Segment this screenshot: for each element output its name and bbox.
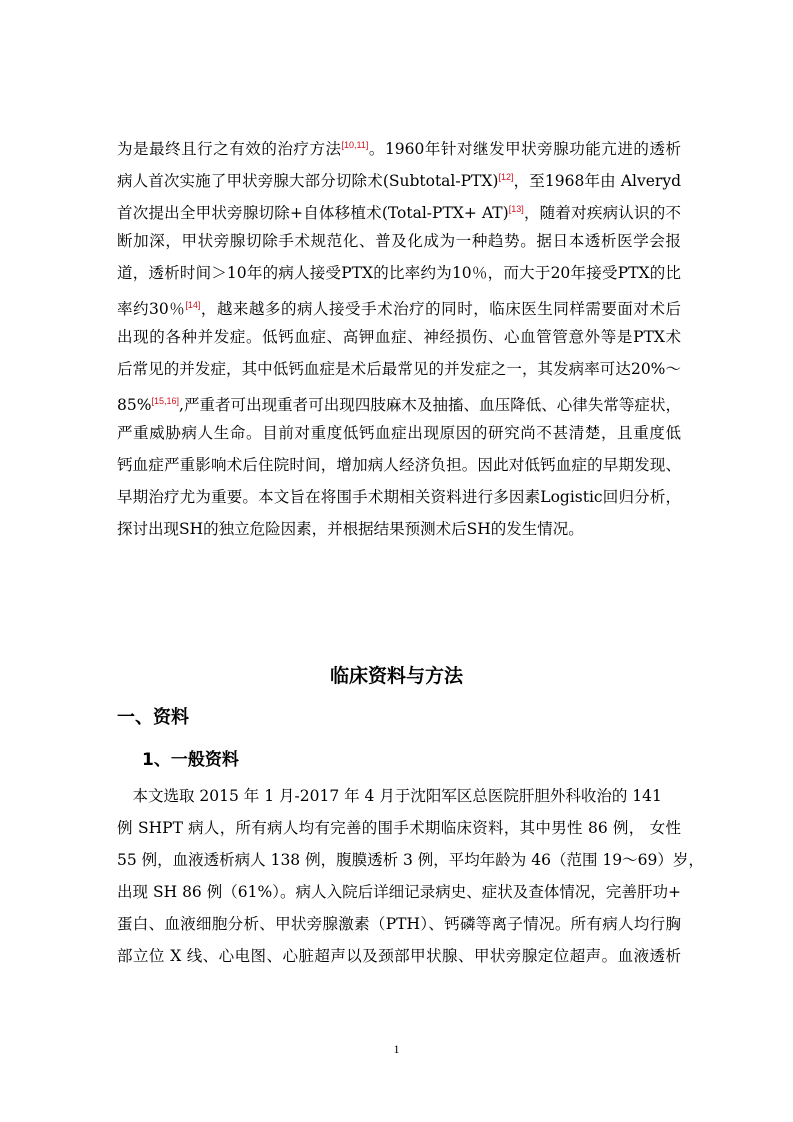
text-line: 道，透析时间＞10年的病人接受PTX的比率约为10％，而大于20年接受PTX的比 bbox=[117, 264, 681, 282]
text-line: 本文选取 2015 年 1 月-2017 年 4 月于沈阳军区总医院肝胆外科收治的 141 bbox=[117, 787, 662, 805]
text-line: 为是最终且行之有效的治疗方法[10,11]。1960年针对继发甲状旁腺功能亢进的透析 bbox=[117, 140, 681, 158]
text-line: 病人首次实施了甲状旁腺大部分切除术(Subtotal-PTX)[12]，至1968年由 Alveryd bbox=[117, 172, 681, 190]
intro-paragraph bbox=[117, 129, 681, 545]
text-line: 85%[15,16],严重者可出现重者可出现四肢麻木及抽搐、血压降低、心律失常等症状， bbox=[117, 396, 681, 414]
text-line: 率约30％[14]，越来越多的病人接受手术治疗的同时，临床医生同样需要面对术后 bbox=[117, 300, 681, 318]
text-line: 例 SHPT 病人，所有病人均有完善的围手术期临床资料，其中男性 86 例， 女性 bbox=[117, 819, 681, 837]
text-line: 出现 SH 86 例（61%）。病人入院后详细记录病史、症状及查体情况，完善肝功+ bbox=[117, 883, 681, 901]
text-line: 后常见的并发症，其中低钙血症是术后最常见的并发症之一，其发病率可达20%～ bbox=[117, 360, 681, 378]
subsubsection-heading: 1、一般资料 bbox=[142, 750, 239, 770]
subsection-heading: 一、资料 bbox=[117, 707, 189, 728]
citation-reference: [13] bbox=[508, 204, 524, 214]
general-data-paragraph bbox=[117, 780, 704, 972]
text-line: 探讨出现SH的独立危险因素，并根据结果预测术后SH的发生情况。 bbox=[117, 520, 584, 538]
section-title: 临床资料与方法 bbox=[329, 665, 463, 687]
page-number: 1 bbox=[393, 1042, 400, 1056]
text-line: 55 例，血液透析病人 138 例，腹膜透析 3 例，平均年龄为 46（范围 19～69）岁， bbox=[117, 851, 704, 869]
text-line: 出现的各种并发症。低钙血症、高钾血症、神经损伤、心血管管意外等是PTX术 bbox=[117, 328, 681, 346]
citation-reference: [12] bbox=[498, 172, 514, 182]
text-line: 严重威胁病人生命。目前对重度低钙血症出现原因的研究尚不甚清楚，且重度低 bbox=[117, 424, 681, 442]
citation-reference: [15,16] bbox=[151, 396, 179, 406]
text-line: 断加深，甲状旁腺切除手术规范化、普及化成为一种趋势。据日本透析医学会报 bbox=[117, 232, 681, 250]
citation-reference: [14] bbox=[185, 300, 201, 310]
citation-reference: [10,11] bbox=[341, 140, 369, 150]
text-line: 首次提出全甲状旁腺切除+自体移植术(Total-PTX+ AT)[13]，随着对疾病认识的不 bbox=[117, 204, 681, 222]
text-line: 钙血症严重影响术后住院时间，增加病人经济负担。因此对低钙血症的早期发现、 bbox=[117, 456, 681, 474]
text-line: 部立位 X 线、心电图、心脏超声以及颈部甲状腺、甲状旁腺定位超声。血液透析 bbox=[117, 947, 681, 965]
text-line: 蛋白、血液细胞分析、甲状旁腺激素（PTH）、钙磷等离子情况。所有病人均行胸 bbox=[117, 915, 681, 933]
text-line: 早期治疗尤为重要。本文旨在将围手术期相关资料进行多因素Logistic回归分析， bbox=[117, 488, 681, 506]
